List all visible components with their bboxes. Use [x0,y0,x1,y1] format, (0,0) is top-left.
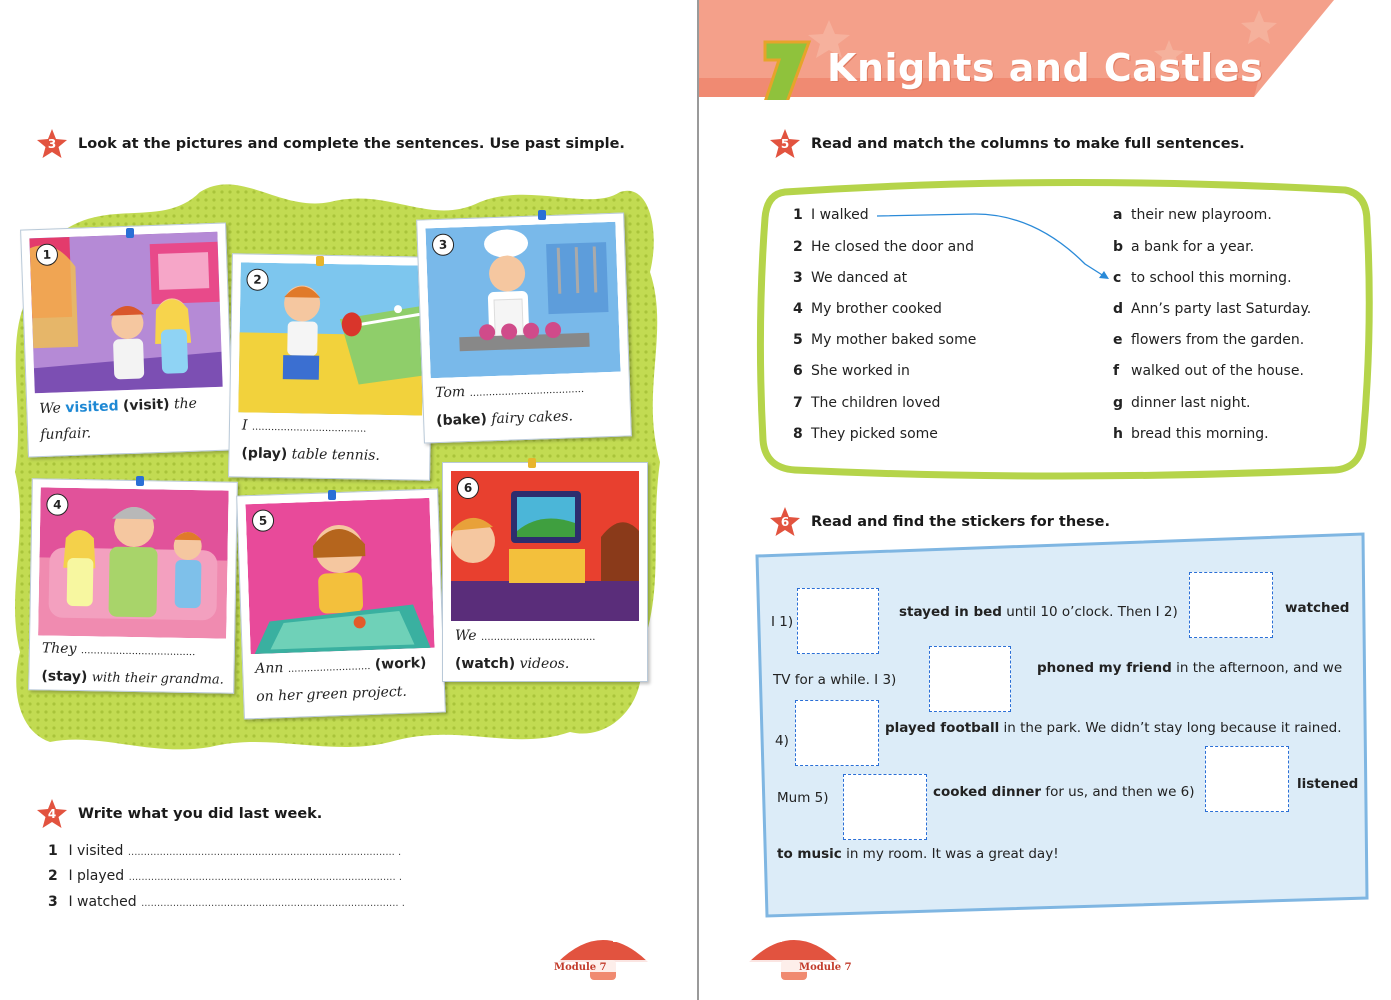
match-right-a[interactable]: a their new playroom. [1113,207,1272,223]
match-left-8[interactable]: 8 They picked some [793,426,938,442]
match-right-e[interactable]: e flowers from the garden. [1113,332,1305,348]
exercise-6-instruction: Read and find the stickers for these. [811,514,1110,530]
star-number-badge: 3 [36,128,68,160]
unit-title: Knights and Castles [827,46,1264,90]
picture-card-4 [28,478,238,694]
sticker-text-5: phoned my friend in the afternoon, and we [1037,660,1343,676]
sticker-slot-5[interactable] [843,774,927,840]
sticker-text-6: 4) [775,733,789,749]
card-2-caption: I .................................... (play) table tennis. [241,417,381,464]
card-number: 4 [46,493,68,515]
sticker-text-11: to music in my room. It was a great day! [777,846,1059,862]
watching-videos-picture [451,471,639,621]
match-right-c[interactable]: c to school this morning. [1113,270,1292,286]
picture-card-1 [20,222,234,457]
pin-icon [538,210,546,220]
write-line-3[interactable]: 3 I watched ................................................................................. . [48,894,405,910]
card-6-caption: We .................................... (watch) videos. [455,628,596,672]
right-page [699,0,1391,1000]
match-left-5[interactable]: 5 My mother baked some [793,332,977,348]
example-answer: visited [65,398,119,417]
pin-icon [126,228,134,238]
pin-icon [136,476,144,486]
card-3-caption: Tom .................................... (bake) fairy cakes. [434,383,585,430]
example-match-line [875,208,1115,284]
match-left-2[interactable]: 2 He closed the door and [793,239,974,255]
sticker-slot-6[interactable] [1205,746,1289,812]
sticker-text-4: TV for a while. I 3) [773,672,897,688]
mushroom-page-icon [548,926,658,986]
card-1-caption: We visited (visit) the funfair. [39,395,198,444]
match-left-3[interactable]: 3 We danced at [793,270,908,286]
picture-card-3 [416,212,632,443]
module-label: Module 7 [554,962,607,973]
match-left-4[interactable]: 4 My brother cooked [793,301,942,317]
pin-icon [328,490,336,500]
match-left-7[interactable]: 7 The children loved [793,395,941,411]
sticker-text-10: listened [1297,776,1359,792]
match-right-b[interactable]: b a bank for a year. [1113,239,1255,255]
picture-card-2 [228,253,434,480]
pin-icon [528,458,536,468]
match-right-h[interactable]: h bread this morning. [1113,426,1269,442]
star-number-badge: 4 [36,798,68,830]
match-right-f[interactable]: f walked out of the house. [1113,363,1304,379]
sticker-text-1: I 1) [771,614,794,630]
sticker-text-9: cooked dinner for us, and then we 6) [933,784,1195,800]
mushroom-page-icon [739,926,849,986]
card-number: 5 [252,509,275,532]
sticker-slot-3[interactable] [929,646,1011,712]
write-line-1[interactable]: 1 I visited .................................................................................... . [48,843,402,859]
picture-card-5 [236,489,446,720]
match-left-1[interactable]: 1 I walked [793,207,869,223]
page-number: 22 [765,931,784,946]
match-left-6[interactable]: 6 She worked in [793,363,910,379]
sticker-slot-2[interactable] [1189,572,1273,638]
sticker-text-2: stayed in bed until 10 o’clock. Then I 2) [899,604,1178,620]
card-number: 1 [36,243,59,266]
exercise-5-heading [769,128,1245,160]
card-number: 2 [246,269,268,291]
pin-icon [316,256,324,266]
star-number-badge: 6 [769,506,801,538]
card-number: 3 [432,233,455,256]
exercise-3-instruction: Look at the pictures and complete the sentences. Use past simple. [78,136,625,152]
page-number: 21 [612,931,631,946]
sticker-text-8: Mum 5) [777,790,829,806]
exercise-4-heading [36,798,322,830]
exercise-4-instruction: Write what you did last week. [78,806,323,822]
match-right-g[interactable]: g dinner last night. [1113,395,1251,411]
card-5-caption: Ann .......................... (work) on her green project. [254,655,427,706]
baking-picture [425,222,620,379]
write-line-2[interactable]: 2 I played .................................................................................... . [48,868,403,884]
sticker-text-3: watched [1285,600,1350,616]
sticker-text-7: played football in the park. We didn’t stay long because it rained. [885,720,1342,736]
card-4-caption: They .................................... (stay) with their grandma. [41,640,224,688]
card-number: 6 [457,477,479,499]
exercise-3-heading [36,128,625,160]
match-right-d[interactable]: d Ann’s party last Saturday. [1113,301,1312,317]
sticker-slot-4[interactable] [795,700,879,766]
sticker-slot-1[interactable] [797,588,879,654]
exercise-5-instruction: Read and match the columns to make full sentences. [811,136,1245,152]
star-number-badge: 5 [769,128,801,160]
picture-card-6 [442,462,648,682]
module-label: Module 7 [799,962,852,973]
funfair-picture [29,232,222,393]
